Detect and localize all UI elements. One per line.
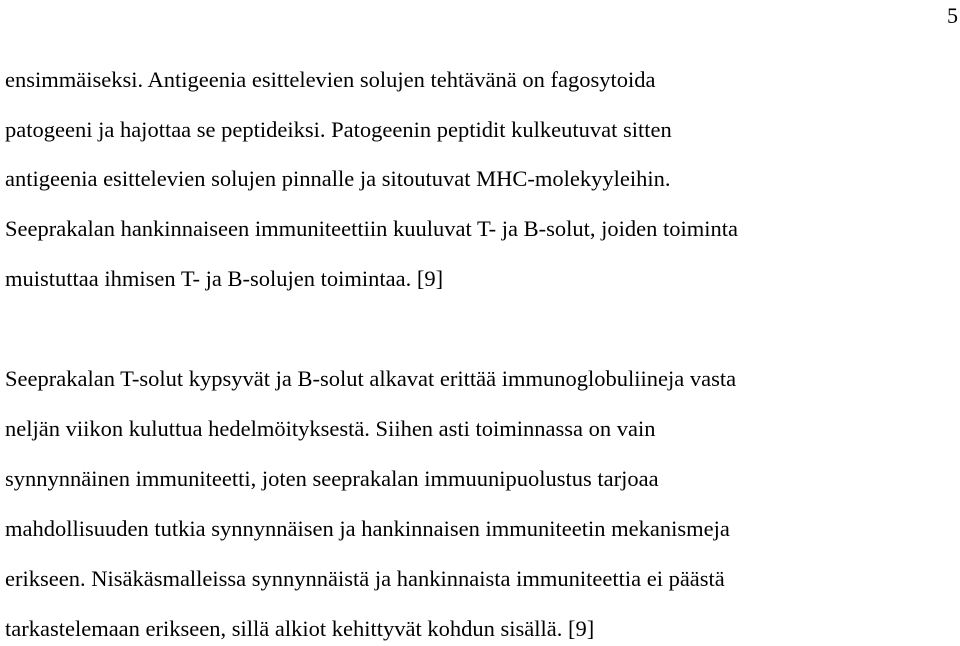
paragraph-line: muistuttaa ihmisen T- ja B-solujen toimintaa. [9] <box>5 266 444 291</box>
paragraph-line: tarkastelemaan erikseen, sillä alkiot kehittyvät kohdun sisällä. [9] <box>5 616 595 641</box>
page-number: 5 <box>947 3 958 28</box>
paragraph-line: ensimmäiseksi. Antigeenia esittelevien solujen tehtävänä on fagosytoida <box>5 67 656 92</box>
paragraph-line: Seeprakalan hankinnaiseen immuniteettiin kuuluvat T- ja B-solut, joiden toiminta <box>5 216 738 241</box>
paragraph-line: neljän viikon kuluttua hedelmöityksestä. Siihen asti toiminnassa on vain <box>5 416 656 441</box>
paragraph-line: synnynnäinen immuniteetti, joten seeprakalan immuunipuolustus tarjoaa <box>5 466 659 491</box>
paragraph-line: Seeprakalan T-solut kypsyvät ja B-solut alkavat erittää immunoglobuliineja vasta <box>5 366 737 391</box>
paragraph-line: erikseen. Nisäkäsmalleissa synnynnäistä ja hankinnaista immuniteettia ei päästä <box>5 566 725 591</box>
paragraph-line: patogeeni ja hajottaa se peptideiksi. Patogeenin peptidit kulkeutuvat sitten <box>5 117 672 142</box>
paragraph-line: mahdollisuuden tutkia synnynnäisen ja hankinnaisen immuniteetin mekanismeja <box>5 516 730 541</box>
paragraph-line: antigeenia esittelevien solujen pinnalle ja sitoutuvat MHC-molekyyleihin. <box>5 166 671 191</box>
